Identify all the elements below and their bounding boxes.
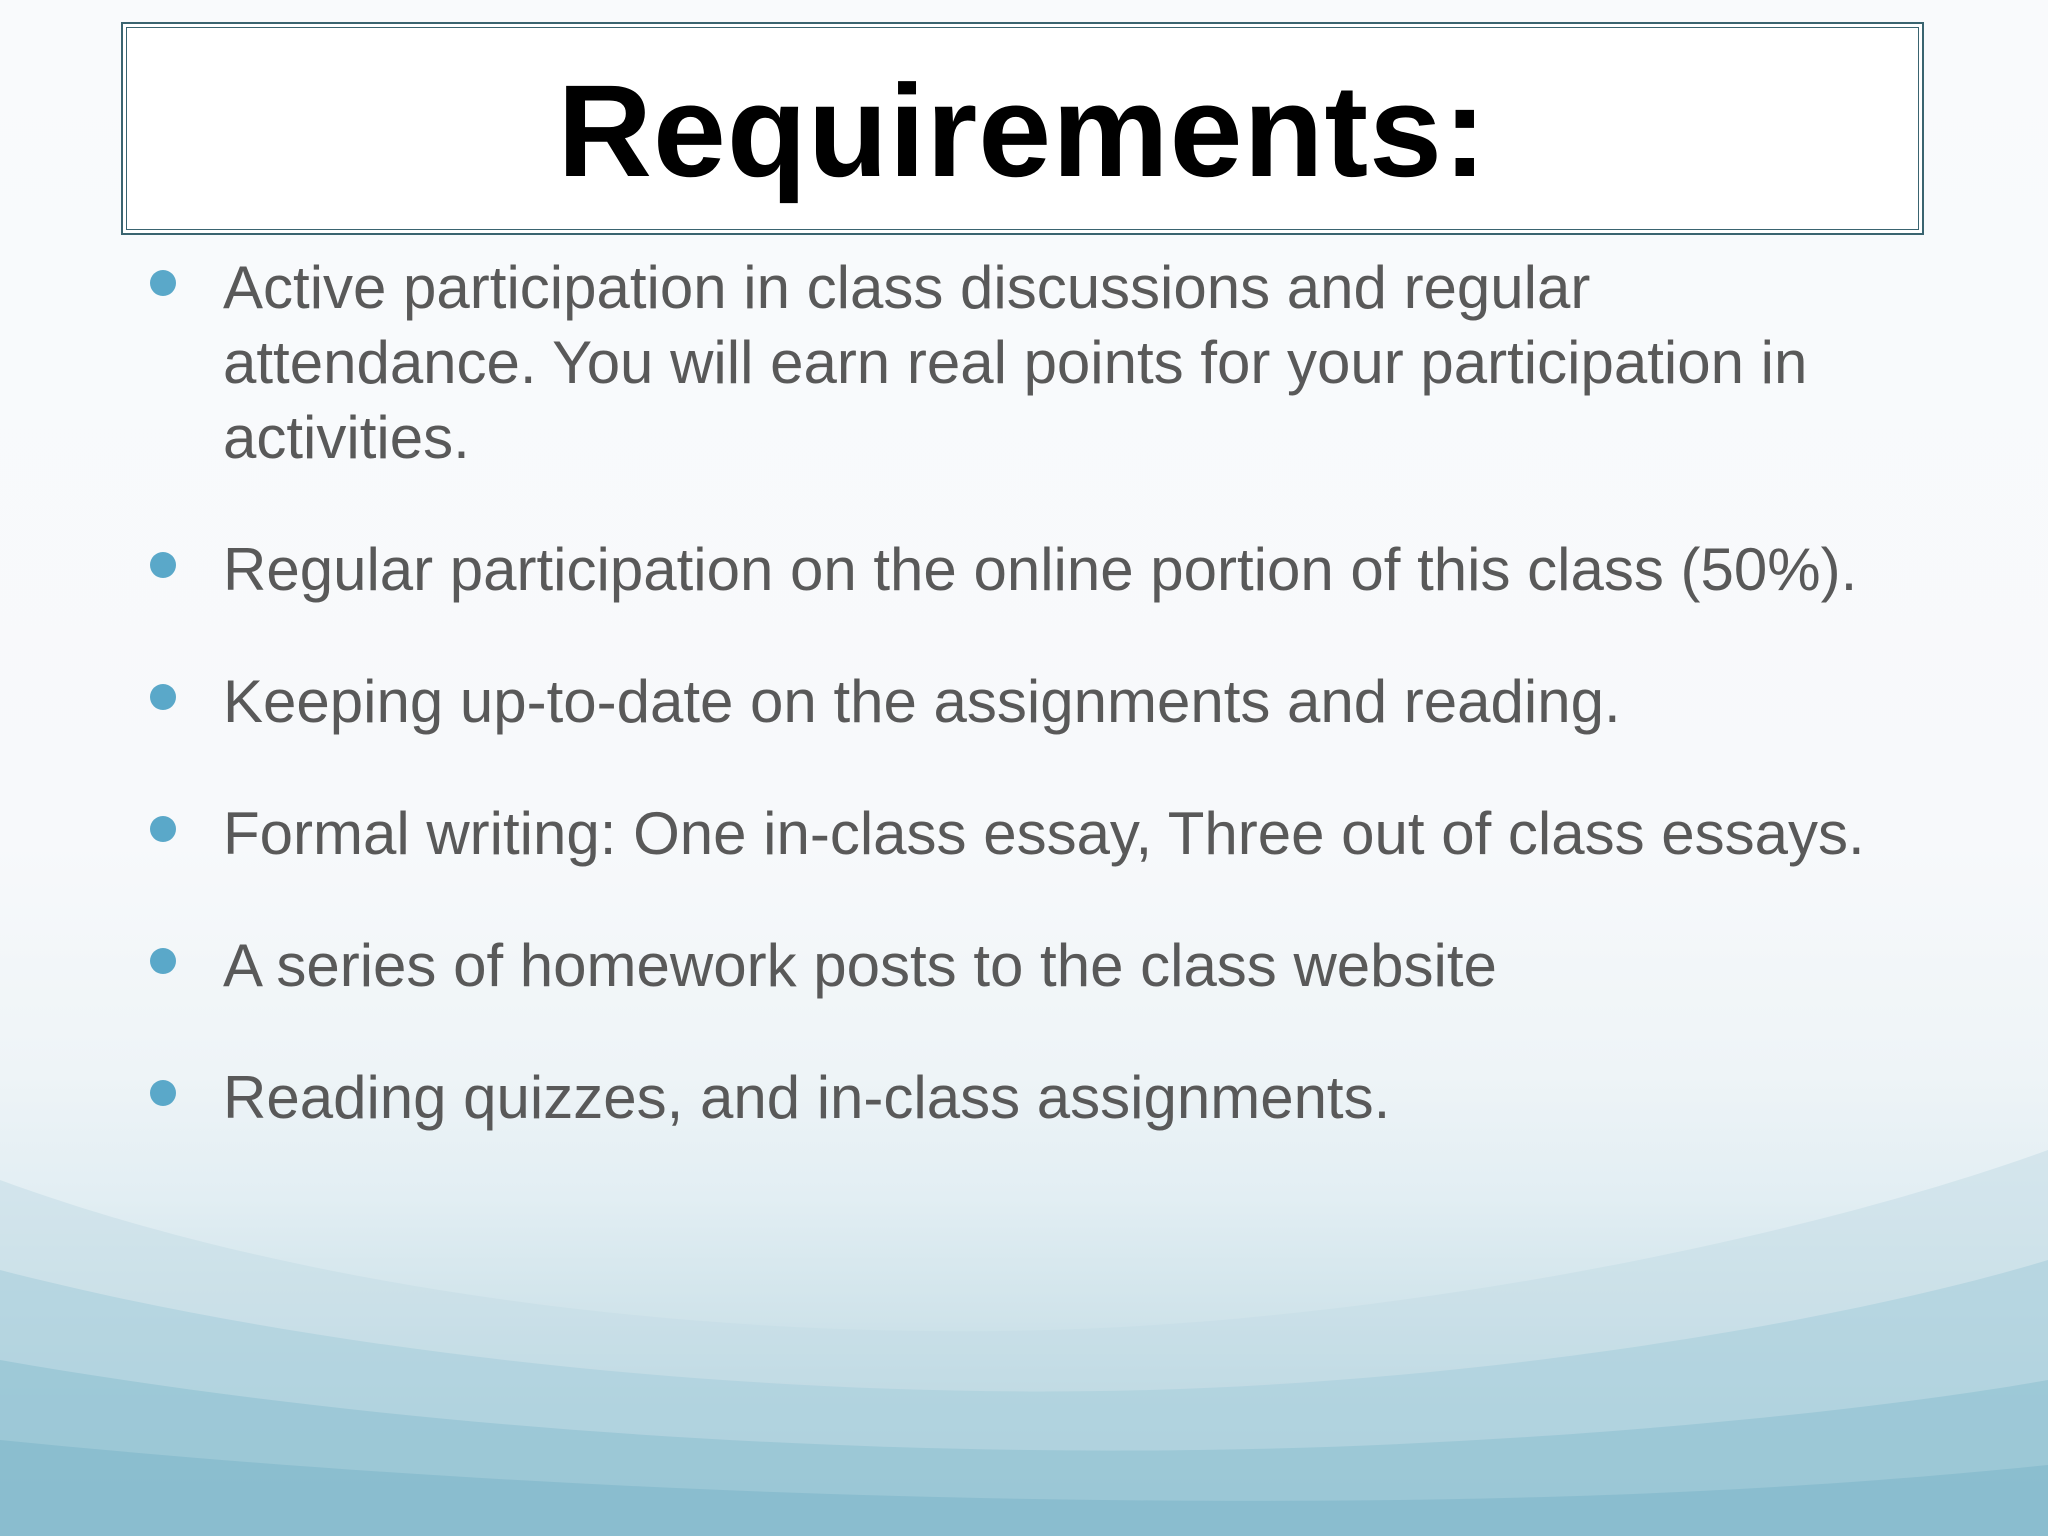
title-box bbox=[121, 22, 1924, 235]
list-item bbox=[146, 1060, 1906, 1135]
list-item bbox=[146, 532, 1906, 607]
bullet-icon bbox=[150, 948, 176, 974]
list-item-text: Keeping up-to-date on the assignments and reading. bbox=[223, 668, 1621, 735]
list-item bbox=[146, 796, 1906, 871]
list-item-text: Regular participation on the online portion of this class (50%). bbox=[223, 536, 1858, 603]
requirements-list bbox=[146, 250, 1906, 1135]
list-item bbox=[146, 928, 1906, 1003]
slide-title: Requirements: bbox=[557, 57, 1488, 204]
bullet-icon bbox=[150, 270, 176, 296]
bullet-icon bbox=[150, 816, 176, 842]
list-item-text: Reading quizzes, and in-class assignments. bbox=[223, 1064, 1391, 1131]
list-item-text: A series of homework posts to the class website bbox=[223, 932, 1497, 999]
list-item bbox=[146, 250, 1906, 475]
bullet-icon bbox=[150, 684, 176, 710]
bullet-icon bbox=[150, 1080, 176, 1106]
list-item bbox=[146, 664, 1906, 739]
list-item-text: Formal writing: One in-class essay, Three out of class essays. bbox=[223, 800, 1865, 867]
bullet-icon bbox=[150, 552, 176, 578]
list-item-text: Active participation in class discussions and regular attendance. You will earn real points for your participation in activities. bbox=[223, 254, 1808, 471]
